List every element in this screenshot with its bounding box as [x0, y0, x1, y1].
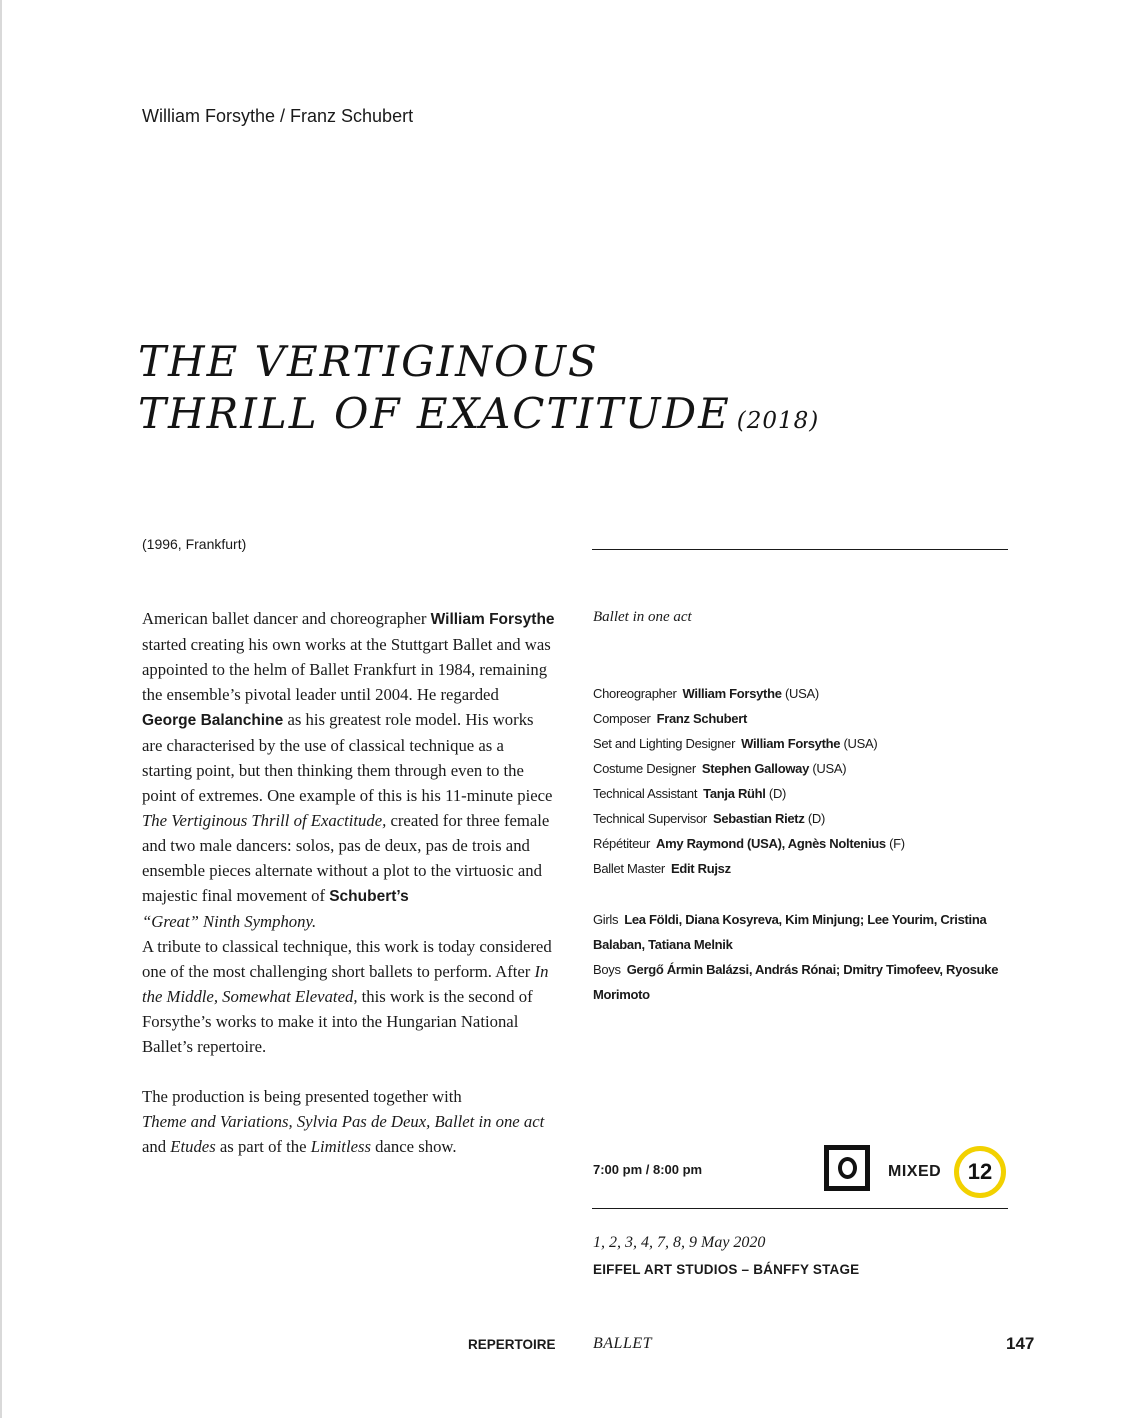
credit-name: Franz Schubert — [656, 711, 748, 726]
credit-name: Amy Raymond (USA), Agnès Noltenius — [655, 836, 886, 851]
credit-name: Tanja Rühl — [703, 786, 766, 801]
credit-name: Edit Rujsz — [670, 861, 731, 876]
credit-origin: (D) — [804, 811, 826, 826]
credit-row — [593, 831, 1013, 856]
credit-role: Répétiteur — [593, 836, 650, 851]
series-label: MIXED — [888, 1163, 942, 1180]
description-text — [142, 606, 557, 1159]
text-run: created for three female and two male dancers: solos, pas de deux, pas de trois and ensemble pieces alternate without a plot to the virtuosic and majestic final movement of — [142, 811, 550, 905]
text-run: and — [142, 1137, 171, 1156]
credit-name: Stephen Galloway — [701, 761, 810, 776]
divider-schedule — [592, 1208, 1008, 1209]
credit-role: Composer — [593, 711, 651, 726]
credit-name: Sebastian Rietz — [712, 811, 805, 826]
cast-names: Gergő Ármin Balázsi, András Rónai; Dmitry Timofeev, Ryosuke Morimoto — [593, 962, 999, 1002]
credit-row — [593, 856, 1013, 881]
premiere-info: (1996, Frankfurt) — [142, 536, 247, 552]
credit-name: William Forsythe — [741, 736, 841, 751]
credit-row — [593, 781, 1013, 806]
text-run: A tribute to classical technique, this work is today considered one of the most challenging short ballets to perform. After — [142, 937, 552, 981]
title-line-2: THRILL OF EXACTITUDE — [138, 389, 731, 438]
credit-role: Costume Designer — [593, 761, 696, 776]
credit-row — [593, 806, 1013, 831]
text-run: this work is the second of Forsythe’s works to make it into the Hungarian National Ballet’s repertoire. — [142, 987, 533, 1056]
credit-role: Technical Supervisor — [593, 811, 707, 826]
highlight-name: William Forsythe — [430, 611, 555, 628]
page-number: 147 — [1006, 1334, 1035, 1353]
text-run: The production is being presented together with — [142, 1087, 462, 1106]
description-paragraph-2 — [142, 934, 557, 1059]
divider-top — [592, 549, 1008, 550]
description-paragraph-1 — [142, 606, 557, 934]
genre-label: Ballet in one act — [593, 609, 692, 625]
cast-label: Boys — [593, 962, 621, 977]
text-run: started creating his own works at the Stuttgart Ballet and was appointed to the helm of Ballet Frankfurt in 1984, remaining the ensemble’s pivotal leader until 2004. He regarded — [142, 635, 551, 704]
description-paragraph-3 — [142, 1084, 557, 1159]
text-run: as part of the — [215, 1137, 311, 1156]
title-year: (2018) — [736, 408, 820, 434]
credit-role: Ballet Master — [593, 861, 665, 876]
credit-role: Set and Lighting Designer — [593, 736, 736, 751]
work-title: Etudes — [170, 1137, 216, 1156]
credit-row — [593, 731, 1013, 756]
credit-origin: (USA) — [809, 761, 847, 776]
page-edge — [0, 0, 2, 1418]
venue-name: EIFFEL ART STUDIOS – BÁNFFY STAGE — [593, 1262, 860, 1277]
footer-subsection: BALLET — [593, 1335, 653, 1352]
title-line-1: THE VERTIGINOUS — [138, 337, 599, 386]
text-run: dance show. — [370, 1137, 457, 1156]
credit-origin: (USA) — [781, 686, 819, 701]
credit-row — [593, 756, 1013, 781]
mixed-series-icon-circle — [838, 1157, 857, 1179]
cast-label: Girls — [593, 912, 619, 927]
work-title: In the Middle, Somewhat Elevated, — [142, 962, 549, 1006]
credit-role: Technical Assistant — [593, 786, 698, 801]
credit-name: William Forsythe — [682, 686, 782, 701]
highlight-name: Schubert’s — [329, 888, 409, 905]
mixed-series-icon — [824, 1145, 870, 1191]
page-title — [138, 336, 819, 447]
performance-times: 7:00 pm / 8:00 pm — [593, 1162, 703, 1177]
work-title: The Vertiginous Thrill of Exactitude, — [142, 811, 387, 830]
cast-boys — [593, 957, 1013, 1007]
text-run: American ballet dancer and choreographer — [142, 609, 431, 628]
authors-header: William Forsythe / Franz Schubert — [142, 106, 414, 126]
credit-role: Choreographer — [593, 686, 677, 701]
credits-list — [593, 681, 1013, 881]
credit-row — [593, 706, 1013, 731]
work-title: “Great” Ninth Symphony. — [142, 912, 317, 931]
footer-section: REPERTOIRE — [468, 1337, 556, 1352]
cast-list — [593, 907, 1013, 1007]
highlight-name: George Balanchine — [142, 712, 284, 729]
text-run: as his greatest role model. His works are characterised by the use of classical technique as a starting point, but then thinking them through even to the point of extremes. One example of this is his 11-minute piece — [142, 710, 553, 805]
credit-origin: (F) — [885, 836, 905, 851]
cast-names: Lea Földi, Diana Kosyreva, Kim Minjung; Lee Yourim, Cristina Balaban, Tatiana Melnik — [593, 912, 987, 952]
credit-origin: (D) — [765, 786, 787, 801]
work-title: Theme and Variations, Sylvia Pas de Deux, Ballet in one act — [142, 1112, 545, 1131]
credit-origin: (USA) — [840, 736, 878, 751]
age-rating-badge: 12 — [954, 1146, 1006, 1198]
cast-girls — [593, 907, 1013, 957]
performance-dates: 1, 2, 3, 4, 7, 8, 9 May 2020 — [593, 1234, 766, 1251]
credit-row — [593, 681, 1013, 706]
work-title: Limitless — [310, 1137, 371, 1156]
